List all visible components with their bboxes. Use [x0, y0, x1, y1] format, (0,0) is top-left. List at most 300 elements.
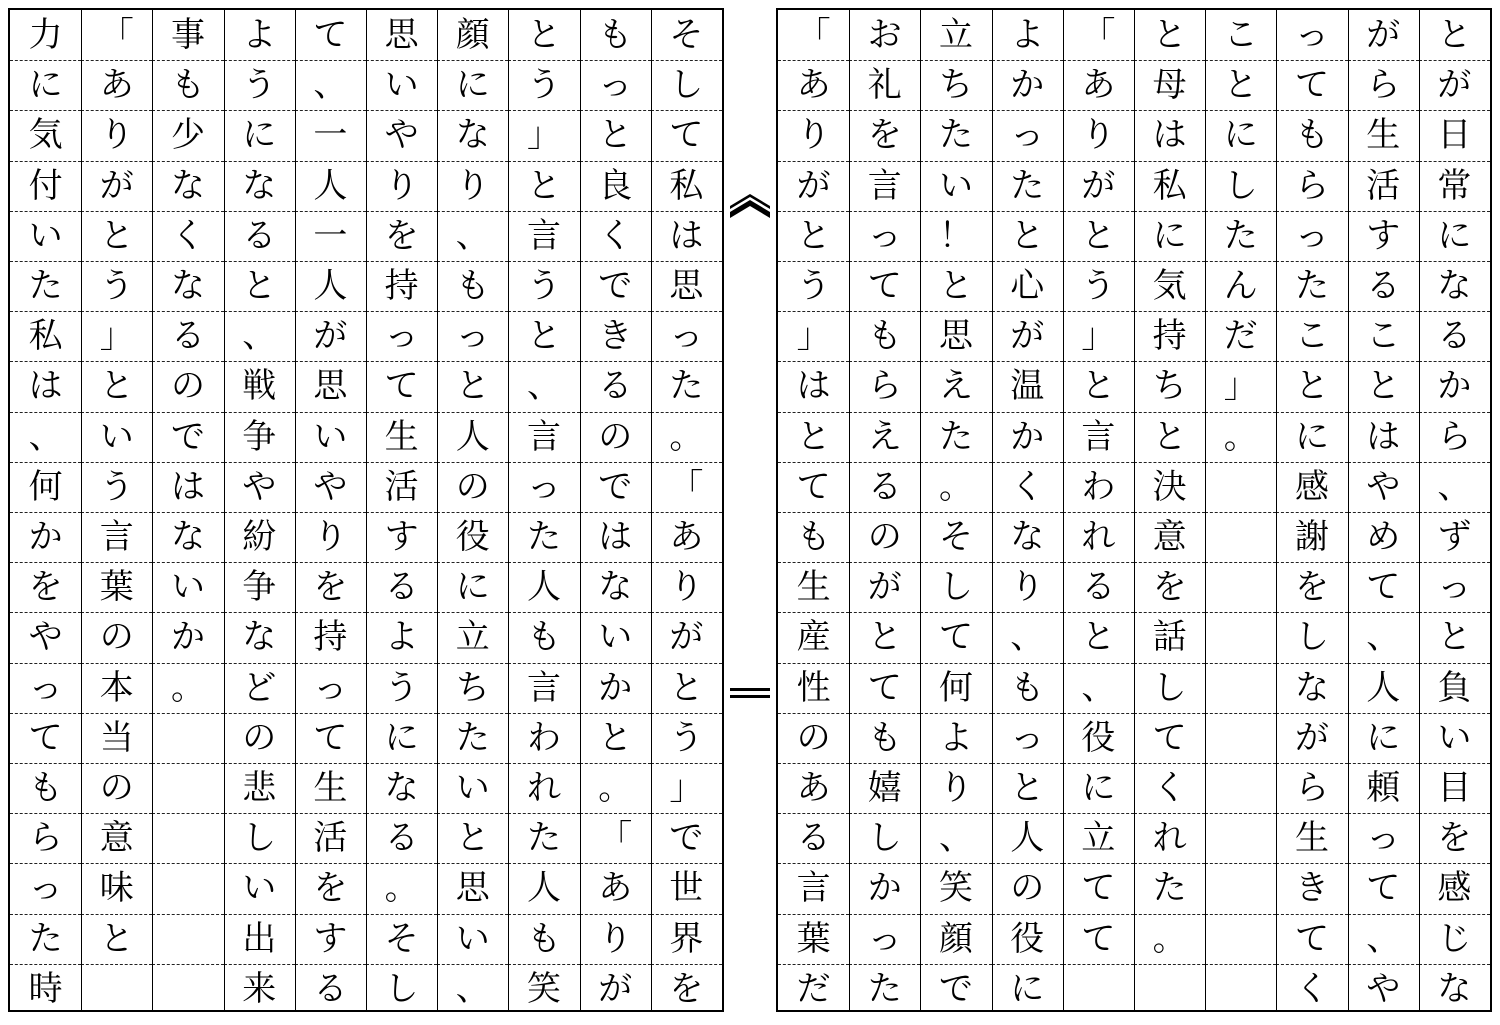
char-cell: と	[849, 612, 920, 663]
char-cell: い	[366, 60, 437, 111]
char-cell: 味	[81, 863, 152, 914]
char-cell: は	[580, 512, 651, 563]
char-cell: と	[1134, 412, 1205, 463]
char-cell: 「	[651, 462, 722, 513]
char-cell: 「	[81, 10, 152, 61]
char-cell: 世	[651, 863, 722, 914]
char-cell: て	[295, 713, 366, 764]
char-cell: だ	[796, 968, 831, 1009]
char-cell: て	[1276, 60, 1347, 111]
char-cell: ！	[920, 211, 991, 262]
left-page-column-4	[437, 10, 508, 1010]
char-cell: 感	[1276, 462, 1347, 513]
char-cell: よ	[224, 10, 295, 61]
char-cell: そ	[366, 914, 437, 965]
center-mark	[730, 688, 770, 691]
char-cell: や	[224, 462, 295, 513]
char-cell: 立	[920, 10, 991, 61]
char-cell: い	[580, 612, 651, 663]
char-cell: た	[508, 512, 579, 563]
char-cell	[1205, 462, 1276, 513]
left-page-column-6	[295, 10, 366, 1010]
char-cell: と	[1419, 612, 1490, 663]
char-cell: 人	[508, 863, 579, 914]
column-rule	[437, 10, 438, 1010]
char-cell	[1063, 964, 1134, 1014]
char-cell: か	[580, 663, 651, 714]
char-cell: を	[1419, 813, 1490, 864]
char-cell: っ	[849, 211, 920, 262]
char-cell: う	[778, 261, 849, 312]
char-cell: に	[1134, 211, 1205, 262]
char-cell: 悲	[224, 763, 295, 814]
char-cell	[152, 813, 223, 864]
char-cell: あ	[651, 512, 722, 563]
char-cell: の	[81, 763, 152, 814]
char-cell: っ	[992, 110, 1063, 161]
char-cell: か	[992, 60, 1063, 111]
char-cell: し	[384, 968, 419, 1009]
char-cell: く	[580, 211, 651, 262]
char-cell: る	[1348, 261, 1419, 312]
char-cell: て	[10, 713, 81, 764]
char-cell: じ	[1419, 914, 1490, 965]
char-cell: そ	[651, 10, 722, 61]
char-cell: な	[437, 110, 508, 161]
char-cell: が	[1419, 60, 1490, 111]
column-rule	[1419, 10, 1420, 1010]
right-page-column-7	[992, 10, 1063, 1010]
char-cell: 顔	[437, 10, 508, 61]
right-page-column-1	[1419, 10, 1490, 1010]
char-cell: っ	[1419, 562, 1490, 613]
char-cell: よ	[992, 10, 1063, 61]
char-cell: が	[849, 562, 920, 613]
char-cell: や	[295, 462, 366, 513]
char-cell: て	[849, 663, 920, 714]
char-cell	[1205, 813, 1276, 864]
char-cell: と	[992, 763, 1063, 814]
char-cell: し	[651, 60, 722, 111]
char-cell: て	[1348, 562, 1419, 613]
char-cell: に	[1276, 412, 1347, 463]
char-cell	[1205, 763, 1276, 814]
char-cell: で	[580, 261, 651, 312]
char-cell: 持	[1134, 311, 1205, 362]
char-cell: っ	[1276, 211, 1347, 262]
char-cell: あ	[778, 763, 849, 814]
char-cell: 役	[992, 914, 1063, 965]
char-cell: た	[10, 914, 81, 965]
char-cell: ら	[1276, 763, 1347, 814]
char-cell: 事	[152, 10, 223, 61]
char-cell: 「	[580, 813, 651, 864]
char-cell: 、	[10, 412, 81, 463]
char-cell: か	[152, 612, 223, 663]
char-cell: に	[1063, 763, 1134, 814]
char-cell: り	[992, 562, 1063, 613]
char-cell: が	[295, 311, 366, 362]
char-cell: れ	[1063, 512, 1134, 563]
char-cell: た	[992, 161, 1063, 212]
char-cell: 」	[1063, 311, 1134, 362]
column-rule	[224, 10, 225, 1010]
char-cell: 人	[1348, 663, 1419, 714]
char-cell: 、	[1348, 914, 1419, 965]
char-cell: い	[437, 914, 508, 965]
char-cell: 出	[224, 914, 295, 965]
char-cell: 役	[437, 512, 508, 563]
right-page-column-5	[1134, 10, 1205, 1010]
char-cell: 言	[849, 161, 920, 212]
char-cell: 話	[1134, 612, 1205, 663]
char-cell: う	[1063, 261, 1134, 312]
char-cell: 、	[1419, 462, 1490, 513]
char-cell: と	[1348, 361, 1419, 412]
char-cell: 。	[1134, 914, 1205, 965]
char-cell: し	[224, 813, 295, 864]
char-cell: 謝	[1276, 512, 1347, 563]
char-cell: だ	[1205, 311, 1276, 362]
column-rule	[366, 10, 367, 1010]
column-rule	[1134, 10, 1135, 1010]
char-cell: 葉	[81, 562, 152, 613]
char-cell: っ	[849, 914, 920, 965]
char-cell: の	[992, 863, 1063, 914]
char-cell: え	[849, 412, 920, 463]
char-cell: 頼	[1348, 763, 1419, 814]
char-cell: と	[437, 813, 508, 864]
char-cell: い	[437, 763, 508, 814]
char-cell: を	[10, 562, 81, 613]
char-cell: 人	[295, 261, 366, 312]
char-cell: っ	[10, 663, 81, 714]
char-cell: よ	[920, 713, 991, 764]
char-cell: し	[849, 813, 920, 864]
char-cell: 紛	[224, 512, 295, 563]
char-cell: ら	[1276, 161, 1347, 212]
char-cell: 活	[366, 462, 437, 513]
char-cell: っ	[508, 462, 579, 513]
char-cell: た	[867, 968, 902, 1009]
char-cell: を	[366, 211, 437, 262]
char-cell: 、	[224, 311, 295, 362]
char-cell: に	[1010, 968, 1045, 1009]
char-cell: は	[1134, 110, 1205, 161]
char-cell: す	[295, 914, 366, 965]
char-cell: う	[81, 261, 152, 312]
char-cell: で	[651, 813, 722, 864]
char-cell: 言	[1063, 412, 1134, 463]
char-cell: こ	[1205, 10, 1276, 61]
char-cell: と	[778, 412, 849, 463]
char-cell: は	[1348, 412, 1419, 463]
char-cell: 。	[366, 863, 437, 914]
right-page-column-3	[1276, 10, 1347, 1010]
char-cell: た	[508, 813, 579, 864]
left-page-column-7	[224, 10, 295, 1010]
char-cell: を	[669, 968, 704, 1009]
char-cell: て	[651, 110, 722, 161]
char-cell: 、	[295, 60, 366, 111]
char-cell: り	[437, 161, 508, 212]
left-page-column-5	[366, 10, 437, 1010]
char-cell: い	[10, 211, 81, 262]
char-cell: 目	[1419, 763, 1490, 814]
right-page-column-6	[1063, 10, 1134, 1010]
char-cell: が	[1276, 713, 1347, 764]
char-cell: る	[580, 361, 651, 412]
char-cell: な	[152, 261, 223, 312]
char-cell: 心	[992, 261, 1063, 312]
char-cell: 笑	[526, 968, 561, 1009]
char-cell: な	[580, 562, 651, 613]
char-cell: が	[778, 161, 849, 212]
char-cell: に	[224, 110, 295, 161]
column-rule	[152, 10, 153, 1010]
gutter-marks	[724, 8, 776, 1012]
char-cell: 、	[992, 612, 1063, 663]
char-cell: た	[1134, 863, 1205, 914]
char-cell: も	[1276, 110, 1347, 161]
char-cell: も	[849, 311, 920, 362]
char-cell: 時	[28, 968, 63, 1009]
char-cell	[152, 713, 223, 764]
char-cell: っ	[437, 311, 508, 362]
char-cell: か	[1419, 361, 1490, 412]
char-cell: 意	[81, 813, 152, 864]
char-cell: り	[366, 161, 437, 212]
char-cell: な	[1276, 663, 1347, 714]
char-cell: の	[152, 361, 223, 412]
char-cell: を	[295, 562, 366, 613]
char-cell: 言	[81, 512, 152, 563]
char-cell: と	[81, 211, 152, 262]
char-cell: れ	[1134, 813, 1205, 864]
char-cell: に	[1348, 713, 1419, 764]
left-page-column-8	[152, 10, 223, 1010]
char-cell: く	[1294, 968, 1329, 1009]
char-cell: で	[938, 968, 973, 1009]
char-cell: 少	[152, 110, 223, 161]
char-cell: 何	[10, 462, 81, 513]
char-cell: 役	[1063, 713, 1134, 764]
char-cell: し	[920, 562, 991, 613]
char-cell: っ	[651, 311, 722, 362]
char-cell: が	[1063, 161, 1134, 212]
char-cell: と	[81, 914, 152, 965]
char-cell: と	[508, 10, 579, 61]
char-cell: 礼	[849, 60, 920, 111]
left-page-column-10	[10, 10, 81, 1010]
char-cell: て	[366, 361, 437, 412]
char-cell: た	[10, 261, 81, 312]
char-cell: か	[10, 512, 81, 563]
char-cell: が	[651, 612, 722, 663]
char-cell: っ	[992, 713, 1063, 764]
char-cell: に	[1205, 110, 1276, 161]
char-cell: を	[849, 110, 920, 161]
char-cell: う	[366, 663, 437, 714]
left-page-column-9	[81, 10, 152, 1010]
char-cell: に	[366, 713, 437, 764]
char-cell: 。	[920, 462, 991, 513]
char-cell: 力	[10, 10, 81, 61]
right-page-frame	[776, 8, 1492, 1012]
char-cell: や	[10, 612, 81, 663]
char-cell: 、	[1348, 612, 1419, 663]
char-cell: 生	[1276, 813, 1347, 864]
char-cell: な	[224, 161, 295, 212]
char-cell: っ	[1276, 10, 1347, 61]
char-cell: 何	[920, 663, 991, 714]
char-cell: て	[1134, 713, 1205, 764]
column-rule	[651, 10, 652, 1010]
char-cell: る	[224, 211, 295, 262]
char-cell: 立	[1063, 813, 1134, 864]
char-cell: あ	[778, 60, 849, 111]
char-cell: い	[920, 161, 991, 212]
char-cell: 生	[1348, 110, 1419, 161]
char-cell: と	[1134, 10, 1205, 61]
char-cell: 。	[1205, 412, 1276, 463]
char-cell: な	[152, 512, 223, 563]
right-page-column-8	[920, 10, 991, 1010]
column-rule	[295, 10, 296, 1010]
char-cell: 思	[295, 361, 366, 412]
char-cell: っ	[1348, 813, 1419, 864]
char-cell: 産	[778, 612, 849, 663]
char-cell: ん	[1205, 261, 1276, 312]
char-cell: 「	[778, 10, 849, 61]
char-cell: や	[1366, 968, 1401, 1009]
char-cell: い	[295, 412, 366, 463]
char-cell: と	[508, 161, 579, 212]
char-cell: 当	[81, 713, 152, 764]
char-cell: も	[580, 10, 651, 61]
char-cell: 母	[1134, 60, 1205, 111]
char-cell: や	[1348, 462, 1419, 513]
column-rule	[508, 10, 509, 1010]
char-cell: も	[437, 261, 508, 312]
char-cell: か	[849, 863, 920, 914]
char-cell: る	[366, 562, 437, 613]
char-cell: な	[224, 612, 295, 663]
char-cell: 活	[295, 813, 366, 864]
char-cell: し	[1205, 161, 1276, 212]
char-cell: 。	[651, 412, 722, 463]
char-cell: に	[1419, 211, 1490, 262]
char-cell: 感	[1419, 863, 1490, 914]
char-cell: は	[778, 361, 849, 412]
char-cell: 思	[437, 863, 508, 914]
char-cell: が	[1348, 10, 1419, 61]
char-cell: に	[10, 60, 81, 111]
char-cell: 人	[508, 562, 579, 613]
char-cell: も	[849, 713, 920, 764]
char-cell: あ	[1063, 60, 1134, 111]
char-cell: 立	[437, 612, 508, 663]
char-cell: が	[992, 311, 1063, 362]
column-rule	[580, 10, 581, 1010]
char-cell: 一	[295, 110, 366, 161]
char-cell: 活	[1348, 161, 1419, 212]
char-cell: も	[992, 663, 1063, 714]
char-cell: な	[1437, 968, 1472, 1009]
char-cell: っ	[580, 60, 651, 111]
char-cell: き	[580, 311, 651, 362]
left-page-frame	[8, 8, 724, 1012]
char-cell: と	[992, 211, 1063, 262]
char-cell: の	[580, 412, 651, 463]
char-cell: 思	[651, 261, 722, 312]
char-cell: 意	[1134, 512, 1205, 563]
char-cell: ら	[1419, 412, 1490, 463]
char-cell: く	[152, 211, 223, 262]
char-cell: っ	[295, 663, 366, 714]
center-mark-lower	[730, 695, 770, 698]
char-cell: う	[651, 713, 722, 764]
char-cell: く	[992, 462, 1063, 513]
char-cell: 本	[81, 663, 152, 714]
char-cell: 私	[651, 161, 722, 212]
char-cell: で	[152, 412, 223, 463]
char-cell: を	[1134, 562, 1205, 613]
char-cell: し	[1276, 612, 1347, 663]
char-cell: の	[437, 462, 508, 513]
char-cell: と	[1063, 211, 1134, 262]
char-cell: 、	[1063, 663, 1134, 714]
char-cell: す	[1348, 211, 1419, 262]
char-cell: と	[580, 713, 651, 764]
char-cell: れ	[508, 763, 579, 814]
left-page-column-1	[651, 10, 722, 1010]
char-cell: 持	[295, 612, 366, 663]
column-rule	[992, 10, 993, 1010]
char-cell: っ	[366, 311, 437, 362]
char-cell: 言	[508, 663, 579, 714]
char-cell: て	[1276, 914, 1347, 965]
char-cell: り	[295, 512, 366, 563]
char-cell: 思	[920, 311, 991, 362]
char-cell: 、	[455, 968, 490, 1009]
char-cell: 、	[920, 813, 991, 864]
column-rule	[1348, 10, 1349, 1010]
char-cell: し	[1134, 663, 1205, 714]
char-cell: 持	[366, 261, 437, 312]
char-cell: 負	[1419, 663, 1490, 714]
char-cell: 」	[651, 763, 722, 814]
char-cell: て	[295, 10, 366, 61]
char-cell: が	[81, 161, 152, 212]
char-cell: て	[778, 462, 849, 513]
char-cell: 人	[437, 412, 508, 463]
char-cell: な	[152, 161, 223, 212]
char-cell: り	[580, 914, 651, 965]
char-cell: 生	[366, 412, 437, 463]
right-page-column-9	[849, 10, 920, 1010]
char-cell: は	[152, 462, 223, 513]
char-cell: と	[1276, 361, 1347, 412]
char-cell	[152, 763, 223, 814]
char-cell	[152, 964, 223, 1014]
char-cell: き	[1276, 863, 1347, 914]
char-cell: わ	[508, 713, 579, 764]
char-cell: 戦	[224, 361, 295, 412]
char-cell: る	[778, 813, 849, 864]
char-cell: ど	[224, 663, 295, 714]
char-cell: い	[224, 863, 295, 914]
